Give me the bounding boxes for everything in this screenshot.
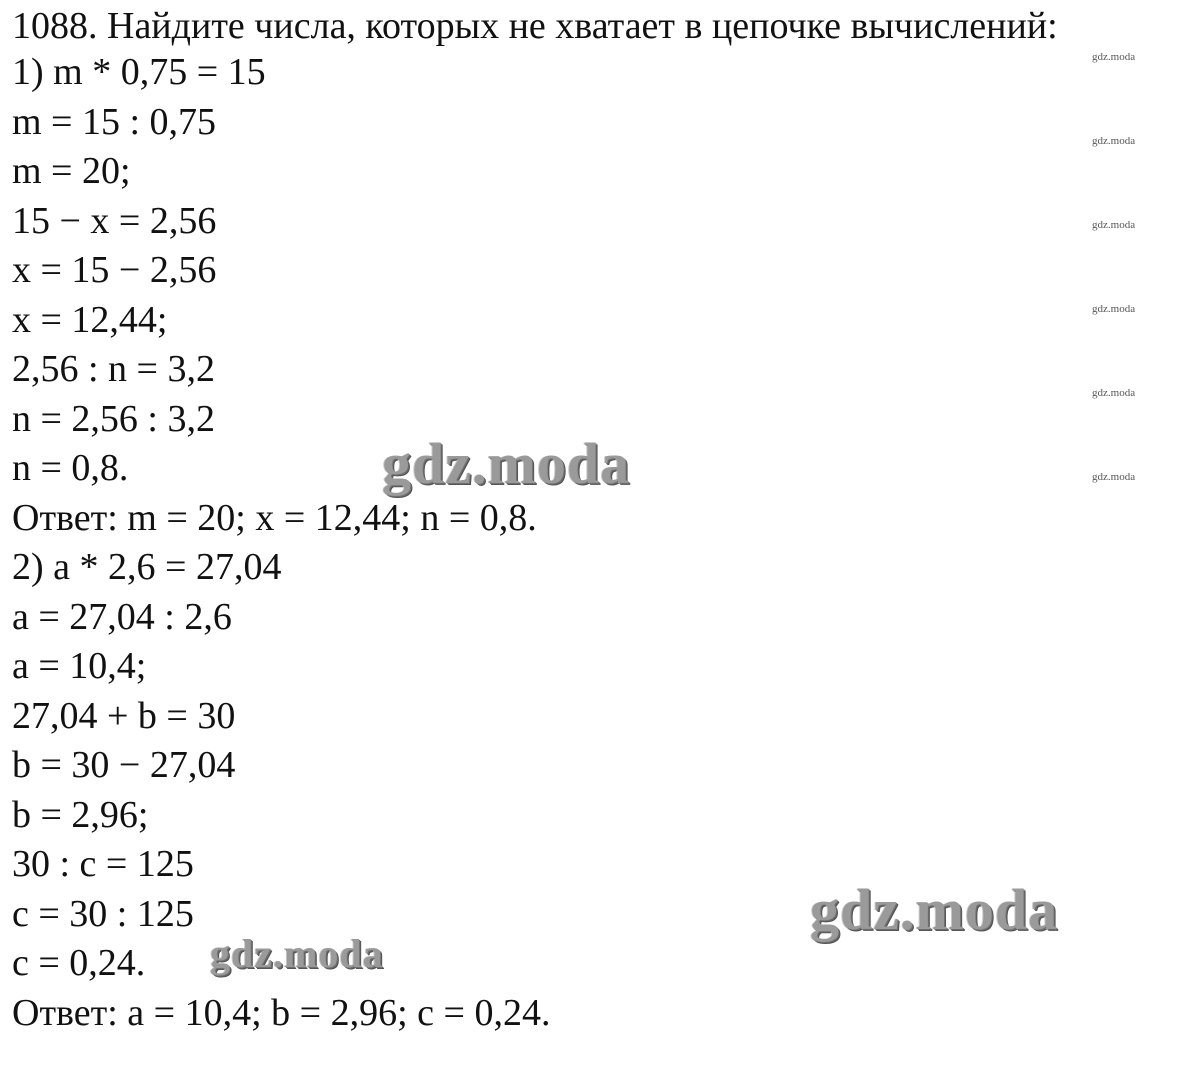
watermark-small: gdz.moda xyxy=(1092,471,1136,483)
solution-line: b = 2,96; xyxy=(12,793,149,836)
solution-line: m = 15 : 0,75 xyxy=(12,100,217,143)
answer-line: Ответ: m = 20; x = 12,44; n = 0,8. xyxy=(12,496,537,539)
solution-line: 2,56 : n = 3,2 xyxy=(12,348,215,390)
solution-line: 1) m * 0,75 = 15 xyxy=(12,51,266,93)
solution-line: a = 27,04 : 2,6 xyxy=(12,595,232,638)
solution-line: 15 − x = 2,56 xyxy=(12,199,217,242)
answer-line: Ответ: a = 10,4; b = 2,96; c = 0,24. xyxy=(12,991,551,1034)
watermark-large: gdz.moda xyxy=(210,931,384,976)
watermark-large: gdz.moda xyxy=(382,431,631,496)
watermark-small: gdz.moda xyxy=(1092,51,1136,63)
solution-line: b = 30 − 27,04 xyxy=(12,744,236,786)
solution-line: m = 20; xyxy=(12,150,131,192)
watermark-small: gdz.moda xyxy=(1092,135,1136,147)
problem-title: 1088. Найдите числа, которых не хватает в цепочке вычислений: xyxy=(12,5,1058,47)
solution-line: 30 : c = 125 xyxy=(12,843,194,885)
watermark-small: gdz.moda xyxy=(1092,303,1136,315)
solution-line: x = 12,44; xyxy=(12,298,168,341)
solution-line: 2) a * 2,6 = 27,04 xyxy=(12,546,282,588)
solution-line: 27,04 + b = 30 xyxy=(12,694,236,737)
solution-line: n = 0,8. xyxy=(12,447,129,489)
solution-line: c = 30 : 125 xyxy=(12,892,194,935)
solution-line: n = 2,56 : 3,2 xyxy=(12,397,215,440)
solution-line: c = 0,24. xyxy=(12,942,146,984)
watermark-large: gdz.moda xyxy=(810,877,1059,942)
solution-line: a = 10,4; xyxy=(12,645,147,687)
watermark-small: gdz.moda xyxy=(1092,387,1136,399)
solution-line: x = 15 − 2,56 xyxy=(12,249,217,291)
watermark-small: gdz.moda xyxy=(1092,219,1136,231)
